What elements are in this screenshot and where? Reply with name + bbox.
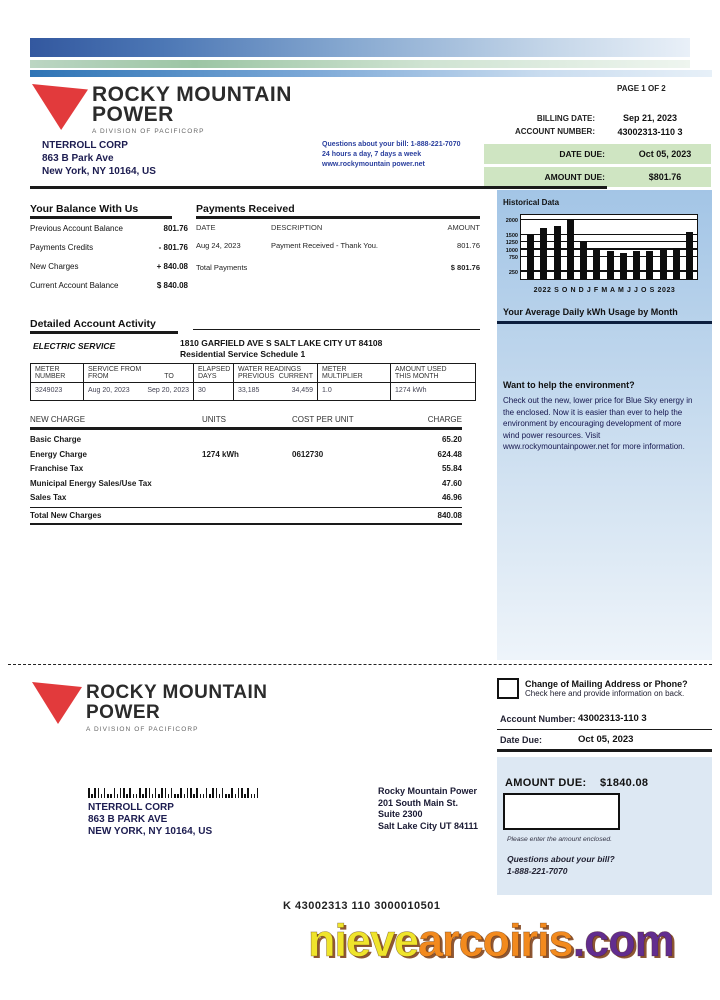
amount-enclosed-input[interactable] (503, 793, 620, 830)
barcode-bar (241, 788, 243, 798)
contact-line2: 24 hours a day, 7 days a week (322, 151, 422, 158)
ocr-scanline: K 43002313 110 3000010501 (283, 900, 441, 912)
barcode-bar (136, 794, 138, 799)
payment-date: Aug 24, 2023 (196, 241, 241, 250)
chart-bar (580, 241, 587, 279)
barcode-bar (180, 788, 182, 798)
barcode-bar (228, 794, 230, 799)
barcode-bar (216, 788, 218, 798)
barcode-bar (126, 794, 128, 799)
tear-off-separator (8, 664, 712, 665)
contact-block (322, 140, 461, 170)
charge-units: 1274 kWh (202, 449, 239, 459)
payments-header-amount: AMOUNT (447, 223, 480, 232)
charge-item: Franchise Tax (30, 464, 84, 473)
charges-header-underline (30, 427, 462, 430)
charge-amount: 46.96 (441, 493, 462, 502)
barcode-bar (91, 794, 93, 799)
chart-bars (527, 215, 693, 279)
billing-date-label: BILLING DATE: (536, 114, 595, 123)
barcode-bar (219, 794, 221, 799)
usage-bar-chart (520, 214, 698, 280)
customer-address-block (42, 139, 156, 178)
meter-number: 3249023 (31, 383, 84, 401)
chart-caption-underline (497, 321, 712, 324)
remit-name: Rocky Mountain Power (378, 786, 478, 796)
amount-due-label: AMOUNT DUE: (544, 172, 605, 182)
barcode-bar (193, 794, 195, 799)
meter-amount-used: 1274 kWh (391, 383, 476, 401)
charges-total-topline (30, 507, 462, 508)
barcode-bar (184, 794, 186, 799)
stub-questions-line1: Questions about your bill? (507, 854, 615, 864)
barcode-bar (155, 788, 157, 798)
stub-amount-due-value: $1840.08 (600, 777, 649, 789)
barcode-bar (212, 788, 214, 798)
barcode-bar (165, 788, 167, 798)
barcode-bar (206, 788, 208, 798)
remit-address2: Suite 2300 (378, 809, 423, 819)
stub-account-label: Account Number: (500, 714, 576, 724)
charge-item: Sales Tax (30, 493, 67, 502)
barcode-bar (200, 794, 202, 799)
payments-header-description: DESCRIPTION (271, 223, 323, 232)
stub-questions-block (507, 853, 615, 877)
charge-item: Energy Charge (30, 449, 87, 459)
payment-panel (497, 757, 712, 895)
chart-bar (660, 250, 667, 279)
change-address-block (525, 679, 715, 698)
chart-bar (686, 232, 693, 279)
brand-name-line1: ROCKY MOUNTAIN (92, 83, 292, 106)
amount-due-box (484, 167, 711, 187)
activity-title-underline (30, 331, 178, 334)
payments-total-label: Total Payments (196, 263, 248, 272)
charges-rows (30, 435, 462, 502)
chart-caption: Your Average Daily kWh Usage by Month (503, 307, 678, 317)
balance-row-value: + 840.08 (156, 262, 188, 271)
meter-readings: 33,185 34,459 (234, 383, 318, 401)
balance-title: Your Balance With Us (30, 203, 139, 215)
change-address-subtitle: Check here and provide information on back. (525, 689, 685, 698)
environment-title: Want to help the environment? (503, 380, 635, 390)
stub-due-underline (497, 749, 712, 752)
charges-header-charge: CHARGE (427, 415, 462, 424)
chart-ytick-label: 1250 (505, 240, 518, 247)
barcode-bar (98, 788, 100, 798)
payments-header-row (196, 223, 480, 232)
barcode-bar (244, 794, 246, 799)
barcode-bar (152, 794, 154, 799)
charges-header-cost: COST PER UNIT (292, 415, 354, 424)
charge-units (202, 479, 292, 488)
top-gradient-bar-blue (30, 38, 690, 57)
header-divider (30, 186, 607, 189)
charges-header-row (30, 415, 462, 424)
chart-bar (527, 235, 534, 279)
chart-bar (620, 253, 627, 279)
customer-address2: New York, NY 10164, US (42, 166, 156, 177)
barcode-bar (101, 794, 103, 799)
barcode-bar (145, 788, 147, 798)
barcode-bar (203, 794, 205, 799)
postal-barcode (88, 788, 260, 798)
payment-description: Payment Received - Thank You. (271, 241, 379, 250)
balance-row-value: - 801.76 (158, 243, 188, 252)
stub-mailing-address (88, 802, 212, 838)
balance-row-label: Current Account Balance (30, 281, 119, 290)
brand-tagline: A DIVISION OF PACIFICORP (92, 128, 205, 135)
stub-mail-address1: 863 B PARK AVE (88, 814, 168, 825)
barcode-bar (187, 788, 189, 798)
balance-row-value: $ 840.08 (156, 281, 188, 290)
barcode-bar (139, 788, 141, 798)
stub-mail-address2: NEW YORK, NY 10164, US (88, 826, 213, 837)
charge-units (202, 493, 292, 502)
company-logo (32, 84, 88, 130)
charge-cost-per-unit (292, 464, 402, 473)
stub-brand-name-line1: ROCKY MOUNTAIN (86, 682, 268, 703)
meter-multiplier: 1.0 (318, 383, 391, 401)
barcode-bar (231, 788, 233, 798)
stub-questions-line2: 1-888-221-7070 (507, 866, 568, 876)
customer-name: NTERROLL CORP (42, 140, 128, 151)
charge-amount: 65.20 (441, 435, 462, 444)
barcode-bar (257, 788, 259, 798)
charge-row (30, 479, 462, 488)
barcode-bar (222, 788, 224, 798)
charges-header-item: NEW CHARGE (30, 415, 86, 424)
barcode-bar (225, 794, 227, 799)
amount-enclosed-note: Please enter the amount enclosed. (507, 836, 613, 843)
barcode-bar (123, 788, 125, 798)
chart-bar (593, 250, 600, 279)
brand-text (92, 84, 292, 135)
payments-row (196, 241, 480, 250)
date-due-value: Oct 05, 2023 (638, 149, 692, 159)
chart-bar (633, 251, 640, 279)
stub-company-logo (32, 682, 82, 724)
page-number: PAGE 1 OF 2 (617, 84, 666, 93)
remit-address3: Salt Lake City UT 84111 (378, 820, 479, 831)
meter-header-multiplier: METER MULTIPLIER (318, 364, 391, 383)
watermark-part1: nieve (308, 915, 419, 966)
charge-item: Basic Charge (30, 435, 82, 444)
chart-bar (540, 228, 547, 279)
meter-header-service: SERVICE FROM FROM TO (84, 364, 194, 383)
balance-row-value: 801.76 (163, 224, 188, 233)
meter-header-elapsed: ELAPSED DAYS (194, 364, 234, 383)
date-due-box (484, 144, 711, 164)
charges-table (30, 415, 462, 525)
barcode-bar (190, 788, 192, 798)
chart-x-axis-labels: 2022 S O N D J F M A M J J O S 2023 (533, 287, 676, 294)
barcode-bar (88, 788, 90, 798)
stub-amount-due-label: AMOUNT DUE: (505, 777, 587, 789)
charge-amount: 47.60 (441, 478, 462, 488)
barcode-bar (120, 788, 122, 798)
barcode-bar (238, 788, 240, 798)
payment-amount: 801.76 (457, 241, 480, 250)
barcode-bar (104, 788, 106, 798)
charge-cost-per-unit (292, 479, 402, 488)
barcode-bar (161, 788, 163, 798)
watermark-part2: arcoiris (418, 915, 573, 966)
balance-row-label: Previous Account Balance (30, 224, 123, 233)
meter-header-readings: WATER READINGS PREVIOUS CURRENT (234, 364, 318, 383)
barcode-bar (171, 788, 173, 798)
stub-due-value: Oct 05, 2023 (578, 734, 634, 745)
meter-value-row (31, 383, 476, 401)
activity-title-rule (193, 329, 480, 330)
contact-line3: www.rockymountain power.net (322, 161, 425, 168)
remit-address-block (378, 786, 478, 832)
barcode-bar (254, 794, 256, 799)
charge-units (202, 435, 292, 444)
stub-mail-name: NTERROLL CORP (88, 802, 174, 813)
chart-ytick-label: 750 (508, 255, 518, 261)
balance-row-label: Payments Credits (30, 243, 94, 252)
meter-header-amount: AMOUNT USED THIS MONTH (391, 364, 476, 383)
barcode-bar (177, 794, 179, 799)
meter-header-row (31, 364, 476, 383)
balance-row (30, 281, 188, 290)
service-address-block (180, 338, 382, 360)
remit-address1: 201 South Main St. (378, 797, 459, 808)
barcode-bar (94, 788, 96, 798)
charge-row (30, 493, 462, 502)
service-schedule: Residential Service Schedule 1 (180, 349, 306, 359)
barcode-bar (247, 788, 249, 798)
date-due-label: DATE DUE: (559, 149, 605, 159)
meter-service-dates: Aug 20, 2023 Sep 20, 2023 (84, 383, 194, 401)
charge-amount: 624.48 (437, 449, 462, 459)
chart-ytick-label: 250 (508, 269, 518, 276)
activity-title: Detailed Account Activity (30, 318, 156, 330)
barcode-bar (196, 788, 198, 798)
customer-address1: 863 B Park Ave (42, 153, 114, 164)
charges-total-label: Total New Charges (30, 510, 102, 520)
account-number-value: 43002313-110 3 (617, 127, 683, 137)
charges-total-value: 840.08 (437, 510, 462, 520)
barcode-bar (174, 794, 176, 799)
amount-due-value: $801.76 (648, 172, 682, 182)
charges-bottomline (30, 523, 462, 526)
meter-table (30, 363, 476, 401)
charge-row (30, 464, 462, 473)
charges-total-row (30, 511, 462, 520)
service-type: ELECTRIC SERVICE (33, 341, 116, 351)
chart-bar (673, 248, 680, 279)
charge-row (30, 450, 462, 459)
barcode-bar (114, 788, 116, 798)
barcode-bar (107, 794, 109, 799)
balance-row (30, 224, 188, 233)
billing-date-value: Sep 21, 2023 (622, 113, 678, 123)
barcode-bar (149, 788, 151, 798)
meter-elapsed-days: 30 (194, 383, 234, 401)
payments-table (196, 223, 480, 272)
sidebar-panel (497, 190, 712, 660)
barcode-bar (158, 794, 160, 799)
chart-bar (607, 251, 614, 279)
barcode-bar (117, 794, 119, 799)
stub-logo-triangle-icon (32, 682, 82, 724)
barcode-bar (129, 788, 131, 798)
logo-triangle-icon (32, 84, 88, 130)
top-gradient-bar-green (30, 60, 690, 68)
charge-amount: 55.84 (441, 464, 462, 473)
watermark-part3: .com (572, 915, 674, 966)
charge-cost-per-unit (292, 493, 402, 502)
balance-title-underline (30, 216, 172, 219)
payments-title: Payments Received (196, 203, 295, 215)
payments-total-value: $ 801.76 (450, 263, 480, 272)
barcode-bar (168, 794, 170, 799)
change-address-checkbox[interactable] (497, 678, 519, 699)
barcode-bar (110, 794, 112, 799)
balance-row (30, 243, 188, 252)
watermark-text (308, 915, 674, 967)
barcode-bar (235, 794, 237, 799)
charge-row (30, 435, 462, 444)
contact-line1: Questions about your bill: 1-888-221-7070 (322, 141, 461, 148)
payments-rows (196, 241, 480, 250)
meter-header-number: METER NUMBER (31, 364, 84, 383)
environment-text: Check out the new, lower price for Blue Sky energy in the enclosed. Now it is easier than ever to help the environment by encouraging development of more wind power resources. Visit www.rockymountainpower.net for more information. (503, 396, 693, 451)
chart-ytick-label: 1500 (505, 233, 518, 239)
charge-cost-per-unit: 0612730 (292, 449, 324, 459)
stub-account-underline (497, 729, 712, 730)
stub-brand-name-line2: POWER (86, 702, 161, 723)
balance-row-label: New Charges (30, 262, 79, 271)
stub-due-label: Date Due: (500, 735, 543, 745)
balance-row (30, 262, 188, 271)
chart-bar (554, 226, 561, 279)
charge-item: Municipal Energy Sales/Use Tax (30, 478, 152, 488)
charges-header-units: UNITS (202, 415, 226, 424)
payments-title-underline (196, 216, 480, 219)
stub-account-value: 43002313-110 3 (578, 713, 647, 724)
chart-ytick-label: 2000 (505, 218, 518, 225)
change-address-title: Change of Mailing Address or Phone? (525, 679, 688, 689)
stub-brand-text (86, 682, 268, 733)
service-address: 1810 GARFIELD AVE S SALT LAKE CITY UT 84108 (180, 338, 383, 348)
charge-cost-per-unit (292, 435, 402, 444)
barcode-bar (251, 794, 253, 799)
barcode-bar (209, 794, 211, 799)
charge-units (202, 464, 292, 473)
chart-ytick-label: 1000 (505, 247, 518, 254)
payments-total-row (196, 263, 480, 272)
top-gradient-bar-lightblue (30, 70, 712, 77)
chart-bar (646, 251, 653, 279)
stub-brand-tagline: A DIVISION OF PACIFICORP (86, 726, 199, 733)
chart-title: Historical Data (503, 198, 560, 207)
balance-rows (30, 224, 188, 300)
payments-header-date: DATE (196, 223, 216, 232)
brand-name-line2: POWER (92, 103, 174, 126)
chart-bar (567, 219, 574, 279)
account-number-label: ACCOUNT NUMBER: (515, 127, 595, 136)
barcode-bar (133, 794, 135, 799)
barcode-bar (142, 794, 144, 799)
